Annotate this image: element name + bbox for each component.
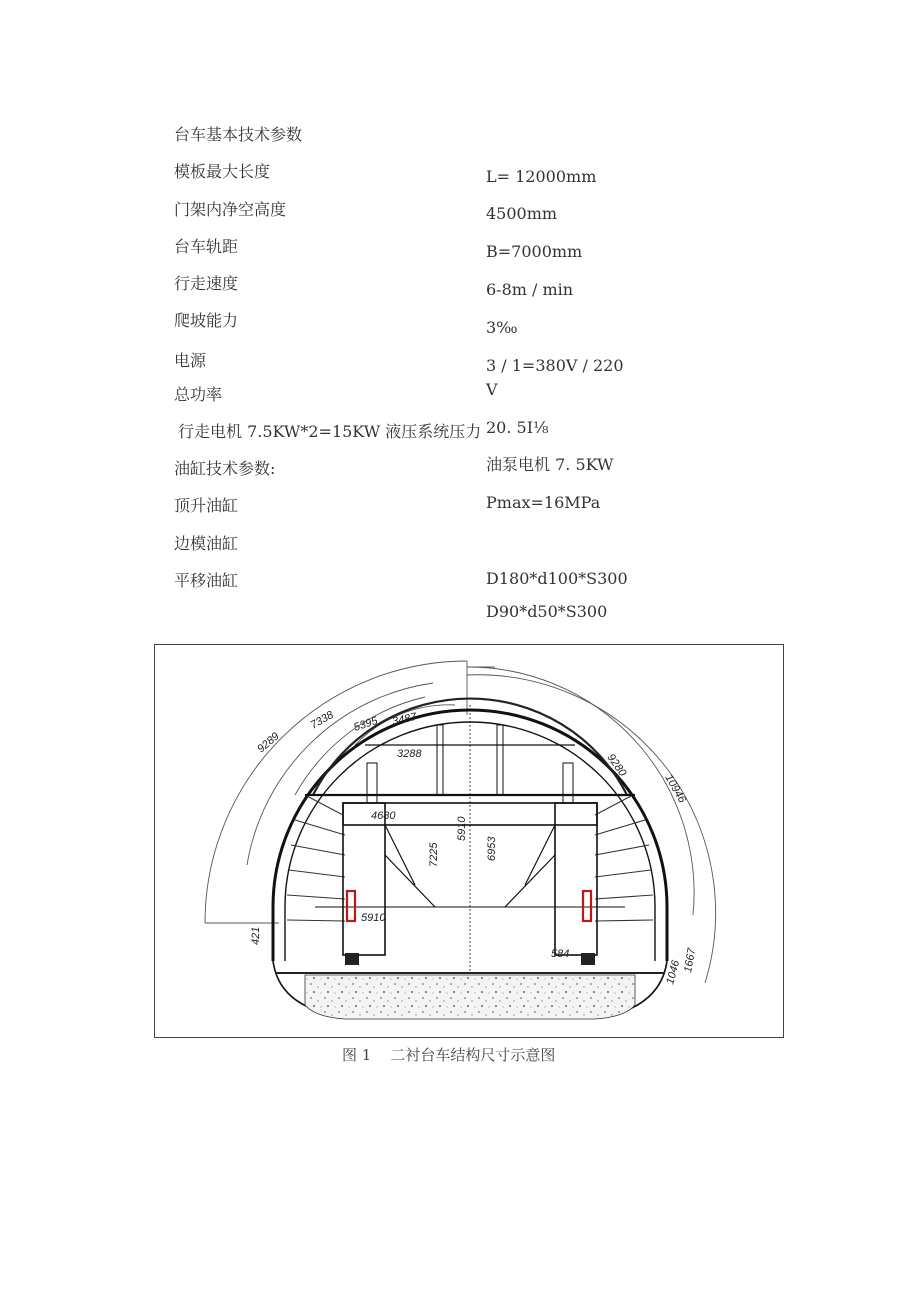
param-value: V — [486, 380, 498, 399]
dim-421: 421 — [250, 926, 262, 945]
param-value: 20. 5I⅛ — [486, 418, 549, 437]
dim-1667: 1667 — [682, 947, 699, 974]
param-value-cut: D90*d50*S300 — [486, 602, 608, 621]
param-label: 模板最大长度 — [174, 162, 271, 181]
invert-concrete — [305, 975, 635, 1019]
gantry-frame — [305, 705, 635, 973]
param-value: 3 / 1=380V / 220 — [486, 356, 624, 375]
dim-5910-horizontal: 5910 — [361, 912, 386, 924]
dim-3487: 3487 — [391, 711, 418, 728]
param-label: 边模油缸 — [174, 534, 239, 553]
dim-9289: 9289 — [255, 730, 282, 756]
param-label: 顶升油缸 — [174, 496, 239, 515]
dim-5395: 5395 — [352, 714, 380, 734]
param-label: 平移油缸 — [174, 571, 239, 590]
dim-7338: 7338 — [308, 708, 336, 732]
dim-9280: 9280 — [604, 751, 629, 779]
cut-off-line — [480, 598, 780, 622]
param-value: 3‰ — [486, 318, 518, 337]
param-value: 6-8m / min — [486, 280, 574, 299]
param-label: 台车轨距 — [174, 237, 239, 256]
param-value: L= 12000mm — [486, 167, 597, 186]
param-value: 油泵电机 7. 5KW — [486, 455, 614, 474]
param-label: 爬坡能力 — [174, 311, 239, 330]
dim-7225: 7225 — [428, 842, 440, 867]
param-label: 油缸技术参数: — [174, 459, 276, 478]
param-value: B=7000mm — [486, 242, 583, 261]
heading: 台车基本技术参数 — [174, 125, 303, 144]
trolley-drawing — [155, 645, 784, 1038]
dim-4680: 4680 — [371, 810, 396, 822]
trolley-structure-figure — [154, 644, 784, 1038]
dim-584: 584 — [551, 948, 570, 960]
dim-6953: 6953 — [486, 836, 498, 861]
figure-caption: 图 1 二衬台车结构尺寸示意图 — [342, 1046, 556, 1064]
param-label: 行走电机 7.5KW*2=15KW 液压系统压力 — [178, 422, 482, 441]
param-label: 电源 — [174, 351, 207, 370]
dim-5910-vertical: 5910 — [456, 816, 468, 841]
dim-10946: 10946 — [662, 772, 689, 805]
param-label: 门架内净空高度 — [174, 200, 287, 219]
dim-3288: 3288 — [397, 748, 422, 760]
param-value: Pmax=16MPa — [486, 493, 601, 512]
param-value: D180*d100*S300 — [486, 569, 628, 588]
param-label: 总功率 — [174, 385, 223, 404]
param-value: 4500mm — [486, 204, 558, 223]
param-label: 行走速度 — [174, 274, 239, 293]
dim-1046: 1046 — [664, 959, 683, 986]
